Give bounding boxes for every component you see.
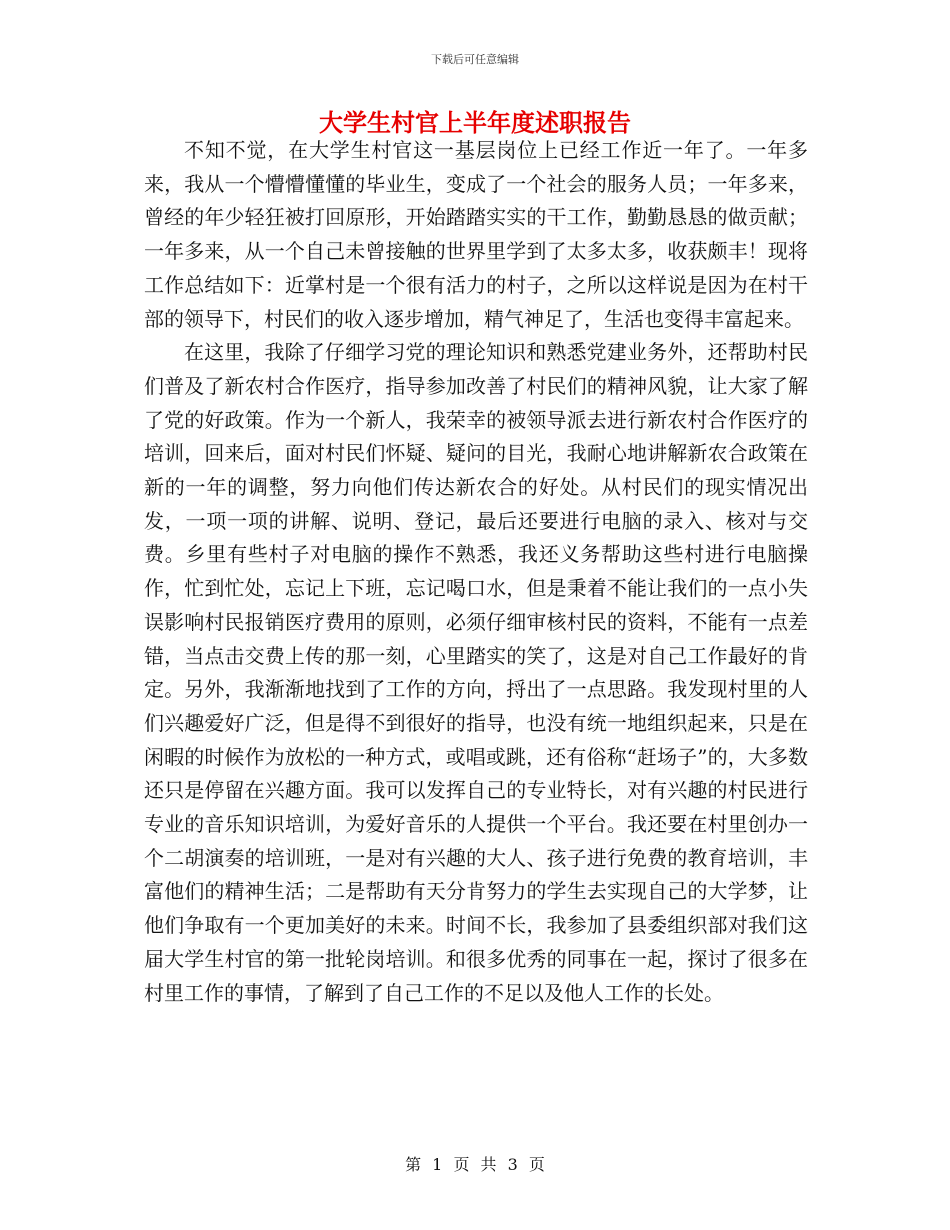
page-footer: 第 1 页 共 3 页 bbox=[405, 1155, 545, 1174]
header-note: 下载后可任意编辑 bbox=[431, 53, 519, 66]
document-body bbox=[144, 134, 808, 1010]
paragraph-1: 不知不觉，在大学生村官这一基层岗位上已经工作近一年了。一年多来，我从一个懵懵懂懂的毕业生，变成了一个社会的服务人员；一年多来，曾经的年少轻狂被打回原形，开始踏踏实实的干工作，勤勤恳恳的做贡献；一年多来，从一个自己未曾接触的世界里学到了太多太多，收获颇丰！现将工作总结如下：近掌村是一个很有活力的村子，之所以这样说是因为在村干部的领导下，村民们的收入逐步增加，精气神足了，生活也变得丰富起来。 bbox=[144, 138, 808, 331]
document-title: 大学生村官上半年度述职报告 bbox=[319, 108, 631, 137]
paragraph-2: 在这里，我除了仔细学习党的理论知识和熟悉党建业务外，还帮助村民们普及了新农村合作医疗，指导参加改善了村民们的精神风貌，让大家了解了党的好政策。作为一个新人，我荣幸的被领导派去进行新农村合作医疗的培训，回来后，面对村民们怀疑、疑问的目光，我耐心地讲解新农合政策在新的一年的调整，努力向他们传达新农合的好处。从村民们的现实情况出发，一项一项的讲解、说明、登记，最后还要进行电脑的录入、核对与交费。乡里有些村子对电脑的操作不熟悉，我还义务帮助这些村进行电脑操作，忙到忙处，忘记上下班，忘记喝口水，但是秉着不能让我们的一点小失误影响村民报销医疗费用的原则，必须仔细审核村民的资料，不能有一点差错，当点击交费上传的那一刻，心里踏实的笑了，这是对自己工作最好的肯定。另外，我渐渐地找到了工作的方向，捋出了一点思路。我发现村里的人们兴趣爱好广泛，但是得不到很好的指导，也没有统一地组织起来，只是在闲暇的时候作为放松的一种方式，或唱或跳，还有俗称“赶场子”的，大多数还只是停留在兴趣方面。我可以发挥自己的专业特长，对有兴趣的村民进行专业的音乐知识培训，为爱好音乐的人提供一个平台。我还要在村里创办一个二胡演奏的培训班，一是对有兴趣的大人、孩子进行免费的教育培训，丰富他们的精神生活；二是帮助有天分肯努力的学生去实现自己的大学梦，让他们争取有一个更加美好的未来。时间不长，我参加了县委组织部对我们这届大学生村官的第一批轮岗培训。和很多优秀的同事在一起，探讨了很多在村里工作的事情，了解到了自己工作的不足以及他人工作的长处。 bbox=[144, 340, 808, 1005]
